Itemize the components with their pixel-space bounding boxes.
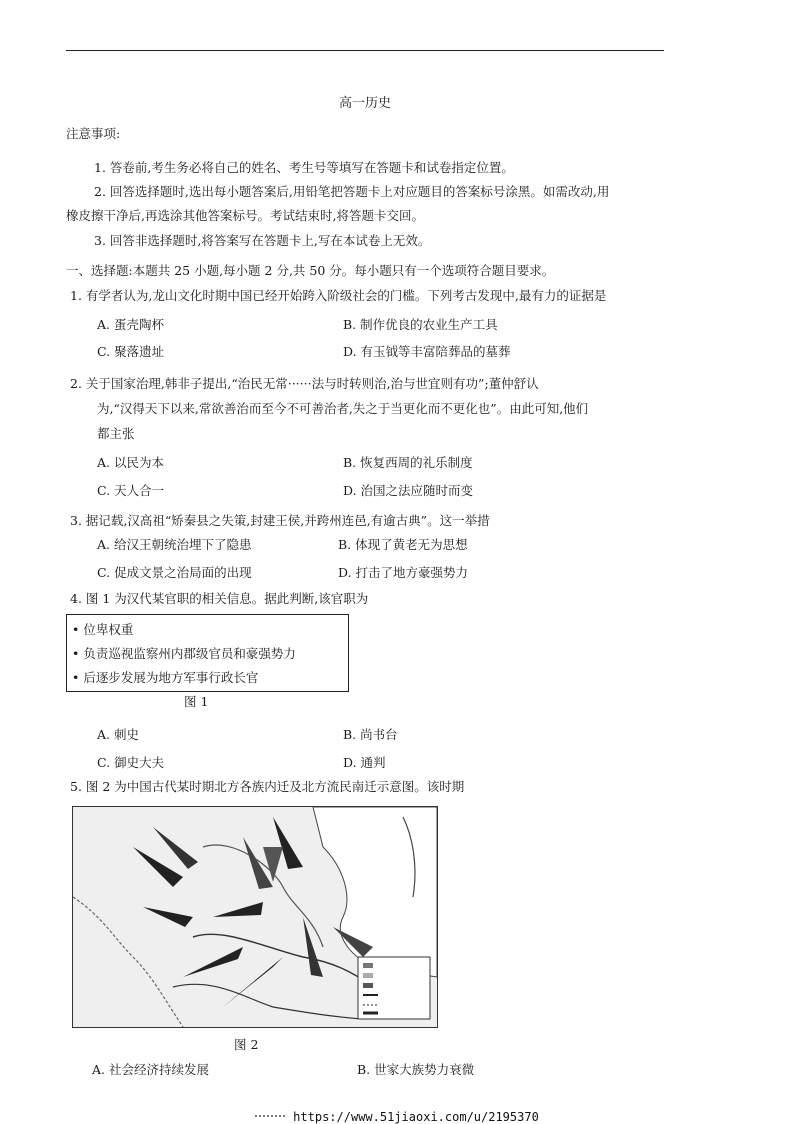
- map-drawing: [73, 807, 437, 1027]
- q3-stem: 3. 据记载,汉高祖“矫秦县之失策,封建王侯,并跨州连邑,有逾古典”。这一举措: [70, 513, 490, 528]
- q1-option-d: D. 有玉钺等丰富陪葬品的墓葬: [343, 344, 511, 359]
- q4-box-item: • 位卑权重: [72, 622, 134, 637]
- q4-box-item: • 后逐步发展为地方军事行政长官: [72, 670, 259, 685]
- q3-option-a: A. 给汉王朝统治埋下了隐患: [97, 537, 252, 552]
- section-heading: 一、选择题:本题共 25 小题,每小题 2 分,共 50 分。每小题只有一个选项符合题目要求。: [66, 263, 555, 278]
- q2-stem-line3: 都主张: [97, 426, 135, 441]
- migration-map: [72, 806, 438, 1028]
- q1-option-a: A. 蛋壳陶杯: [97, 317, 164, 332]
- footer-url[interactable]: https://www.51jiaoxi.com/u/2195370: [293, 1110, 539, 1124]
- q2-option-a: A. 以民为本: [97, 455, 164, 470]
- q4-box-item: • 负责巡视监察州内郡级官员和豪强势力: [72, 646, 296, 661]
- q2-stem-line2: 为,“汉得天下以来,常欲善治而至今不可善治者,失之于当更化而不更化也”。由此可知,他们: [97, 401, 589, 416]
- figure-2-caption: 图 2: [234, 1037, 259, 1052]
- q2-stem-line1: 2. 关于国家治理,韩非子提出,“治民无常······法与时转则治,治与世宜则有功”;董仲舒认: [70, 376, 539, 391]
- q2-option-b: B. 恢复西周的礼乐制度: [343, 455, 473, 470]
- q4-stem: 4. 图 1 为汉代某官职的相关信息。据此判断,该官职为: [70, 591, 369, 606]
- notice-item-2: 2. 回答选择题时,选出每小题答案后,用铅笔把答题卡上对应题目的答案标号涂黑。如需改动,用: [94, 184, 610, 199]
- notice-item-3: 3. 回答非选择题时,将答案写在答题卡上,写在本试卷上无效。: [94, 233, 431, 248]
- q1-option-c: C. 聚落遗址: [97, 344, 165, 359]
- q4-option-c: C. 御史大夫: [97, 755, 165, 770]
- q5-stem: 5. 图 2 为中国古代某时期北方各族内迁及北方流民南迁示意图。该时期: [70, 779, 465, 794]
- q1-option-b: B. 制作优良的农业生产工具: [343, 317, 498, 332]
- q3-option-d: D. 打击了地方豪强势力: [338, 565, 469, 580]
- q4-option-a: A. 刺史: [97, 727, 139, 742]
- q5-option-b: B. 世家大族势力衰微: [357, 1062, 475, 1077]
- q1-stem: 1. 有学者认为,龙山文化时期中国已经开始跨入阶级社会的门槛。下列考古发现中,最有力的证据是: [70, 288, 607, 303]
- footer-source: [0, 1110, 794, 1124]
- q4-option-b: B. 尚书台: [343, 727, 398, 742]
- q4-figure-box: [66, 614, 349, 692]
- notice-heading: 注意事项:: [66, 126, 121, 141]
- watermark-logo: [255, 1115, 285, 1121]
- q2-option-c: C. 天人合一: [97, 483, 165, 498]
- q2-option-d: D. 治国之法应随时而变: [343, 483, 474, 498]
- top-rule: [66, 50, 664, 51]
- q3-option-b: B. 体现了黄老无为思想: [338, 537, 468, 552]
- q4-option-d: D. 通判: [343, 755, 386, 770]
- page-title: 高一历史: [338, 96, 391, 111]
- notice-item-2-cont: 橡皮擦干净后,再选涂其他答案标号。考试结束时,将答题卡交回。: [66, 208, 424, 223]
- q3-option-c: C. 促成文景之治局面的出现: [97, 565, 252, 580]
- figure-1-caption: 图 1: [184, 694, 209, 709]
- notice-item-1: 1. 答卷前,考生务必将自己的姓名、考生号等填写在答题卡和试卷指定位置。: [94, 160, 514, 175]
- q5-option-a: A. 社会经济持续发展: [92, 1062, 209, 1077]
